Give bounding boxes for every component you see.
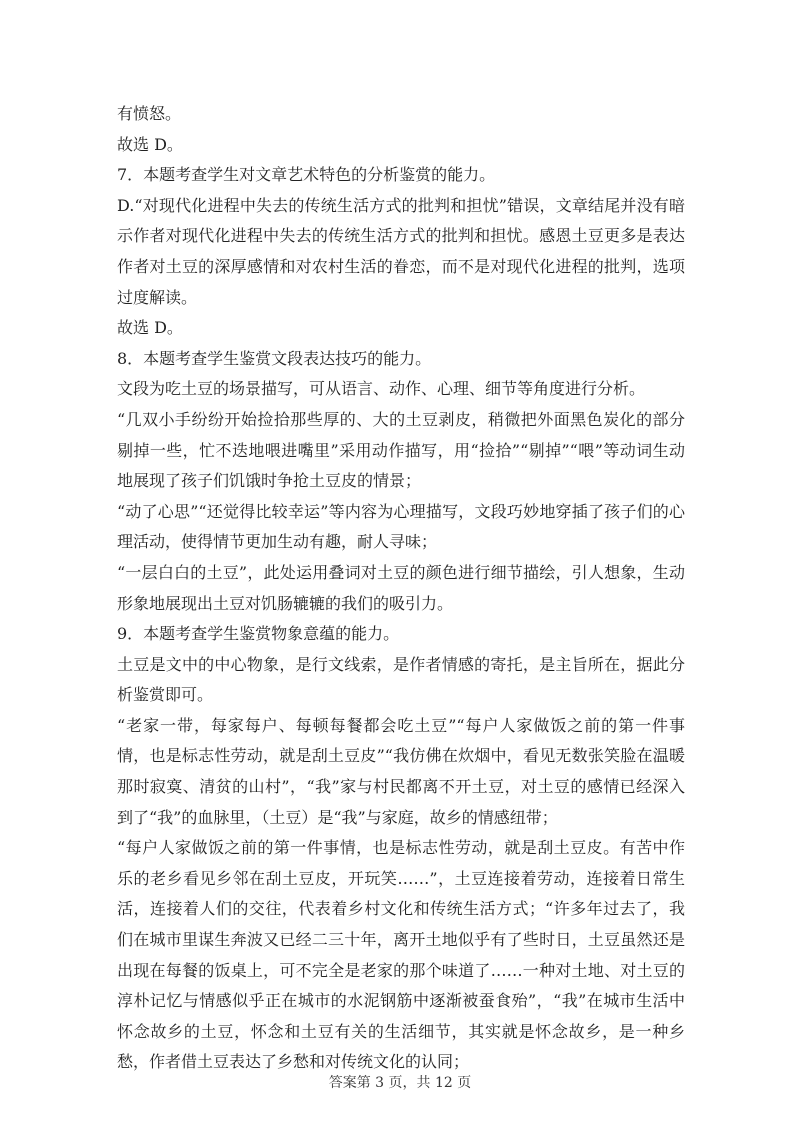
paragraph: D.“对现代化进程中失去的传统生活方式的批判和担忧”错误，文章结尾并没有暗示作者对现代化进程中失去的传统生活方式的批判和担忧。感恩土豆更多是表达作者对土豆的深厚感情和对农村生活的眷恋，而不是对现代化进程的批判，选项过度解读。 bbox=[117, 195, 685, 307]
paragraph: 故选 D。 bbox=[117, 134, 183, 154]
paragraph: 8．本题考查学生鉴赏文段表达技巧的能力。 bbox=[117, 348, 432, 368]
paragraph: “老家一带，每家每户、每顿每餐都会吃土豆”“每户人家做饭之前的第一件事情，也是标志性劳动，就是刮土豆皮”“我仿佛在炊烟中，看见无数张笑脸在温暖那时寂寞、清贫的山村”，“我”家与村民都离不开土豆，对土豆的感情已经深入到了“我”的血脉里，（土豆）是“我”与家庭，故乡的情感纽带； bbox=[117, 715, 685, 827]
paragraph: 9．本题考查学生鉴赏物象意蕴的能力。 bbox=[117, 624, 400, 644]
paragraph: 有愤怒。 bbox=[117, 104, 182, 123]
paragraph: 故选 D。 bbox=[117, 318, 183, 338]
answer-text-body bbox=[117, 99, 685, 1078]
paragraph: “几双小手纷纷开始捡拾那些厚的、大的土豆剥皮，稍微把外面黑色炭化的部分剔掉一些，忙不迭地喂进嘴里”采用动作描写，用“捡拾”“剔掉”“喂”等动词生动地展现了孩子们饥饿时争抢土豆皮的情景； bbox=[117, 409, 685, 491]
paragraph: 文段为吃土豆的场景描写，可从语言、动作、心理、细节等角度进行分析。 bbox=[117, 379, 646, 399]
paragraph: “动了心思”“还觉得比较幸运”等内容为心理描写，文段巧妙地穿插了孩子们的心理活动，使得情节更加生动有趣，耐人寻味； bbox=[117, 501, 685, 552]
page-footer: 答案第 3 页，共 12 页 bbox=[328, 1075, 472, 1091]
paragraph: 7．本题考查学生对文章艺术特色的分析鉴赏的能力。 bbox=[117, 165, 496, 185]
paragraph: “每户人家做饭之前的第一件事情，也是标志性劳动，就是刮土豆皮。有苦中作乐的老乡看见乡邻在刮土豆皮，开玩笑……”，土豆连接着劳动，连接着日常生活，连接着人们的交往，代表着乡村文化和传统生活方式；“许多年过去了，我们在城市里谋生奔波又已经二三十年，离开土地似乎有了些时日，土豆虽然还是出现在每餐的饭桌上，可不完全是老家的那个味道了……一种对土地、对土豆的淳朴记忆与情感似乎正在城市的水泥钢筋中逐渐被蚕食殆”，“我”在城市生活中怀念故乡的土豆，怀念和土豆有关的生活细节，其实就是怀念故乡，是一种乡愁，作者借土豆表达了乡愁和对传统文化的认同； bbox=[117, 838, 685, 1072]
paragraph: 土豆是文中的中心物象，是行文线索，是作者情感的寄托，是主旨所在，据此分析鉴赏即可。 bbox=[117, 654, 685, 705]
paragraph: “一层白白的土豆”，此处运用叠词对土豆的颜色进行细节描绘，引人想象，生动形象地展现出土豆对饥肠辘辘的我们的吸引力。 bbox=[117, 562, 685, 613]
